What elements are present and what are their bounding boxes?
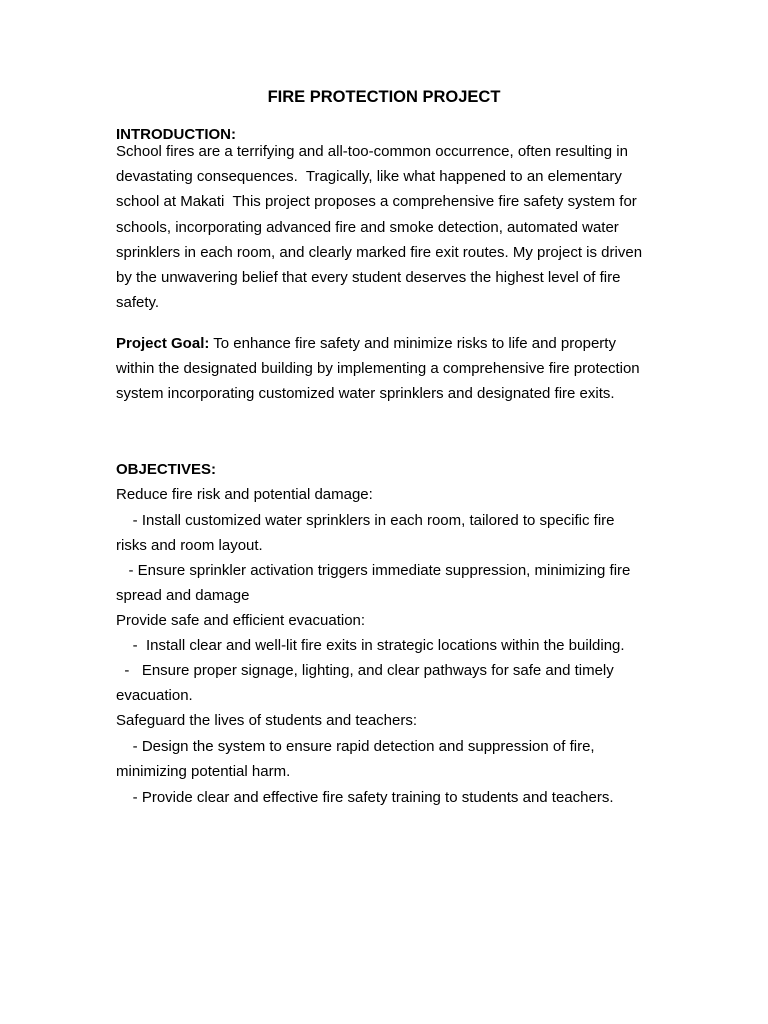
project-goal-label: Project Goal: (116, 335, 210, 352)
objective-line: Reduce fire risk and potential damage: (116, 486, 373, 503)
objective-line: - Install clear and well-lit fire exits in strategic locations within the building. (116, 637, 625, 654)
objective-line: - Ensure proper signage, lighting, and clear pathways for safe and timely (116, 662, 614, 679)
objective-line: - Install customized water sprinklers in each room, tailored to specific fire (116, 512, 615, 529)
introduction-heading: INTRODUCTION: (116, 126, 236, 143)
objective-line: minimizing potential harm. (116, 763, 291, 780)
objective-line: Safeguard the lives of students and teachers: (116, 712, 418, 729)
objectives-heading: OBJECTIVES: (116, 461, 217, 478)
objective-line: Provide safe and efficient evacuation: (116, 612, 366, 629)
project-goal-text: To enhance fire safety and minimize risks to life and property within the designated building by implementing a comprehensive fire protection system incorporating customized water sprinklers and designated fire exits. (116, 335, 644, 403)
objective-line: - Design the system to ensure rapid detection and suppression of fire, (116, 738, 595, 755)
introduction-paragraph: School fires are a terrifying and all-too-common occurrence, often resulting in devastating consequences. Tragically, like what happened to an elementary school at Makati This project proposes a comprehensive fire safety system for schools, incorporating advanced fire and smoke detection, automated water sprinklers in each room, and clearly marked fire exit routes. My project is driven by the unwavering belief that every student deserves the highest level of fire safety. (116, 143, 647, 312)
objective-line: - Provide clear and effective fire safety training to students and teachers. (116, 789, 614, 806)
objective-line: risks and room layout. (116, 537, 263, 554)
document-title: FIRE PROTECTION PROJECT (267, 88, 501, 106)
objective-line: evacuation. (116, 687, 193, 704)
objective-line: - Ensure sprinkler activation triggers immediate suppression, minimizing fire (116, 562, 631, 579)
objective-line: spread and damage (116, 587, 250, 604)
project-goal-paragraph (116, 331, 656, 407)
